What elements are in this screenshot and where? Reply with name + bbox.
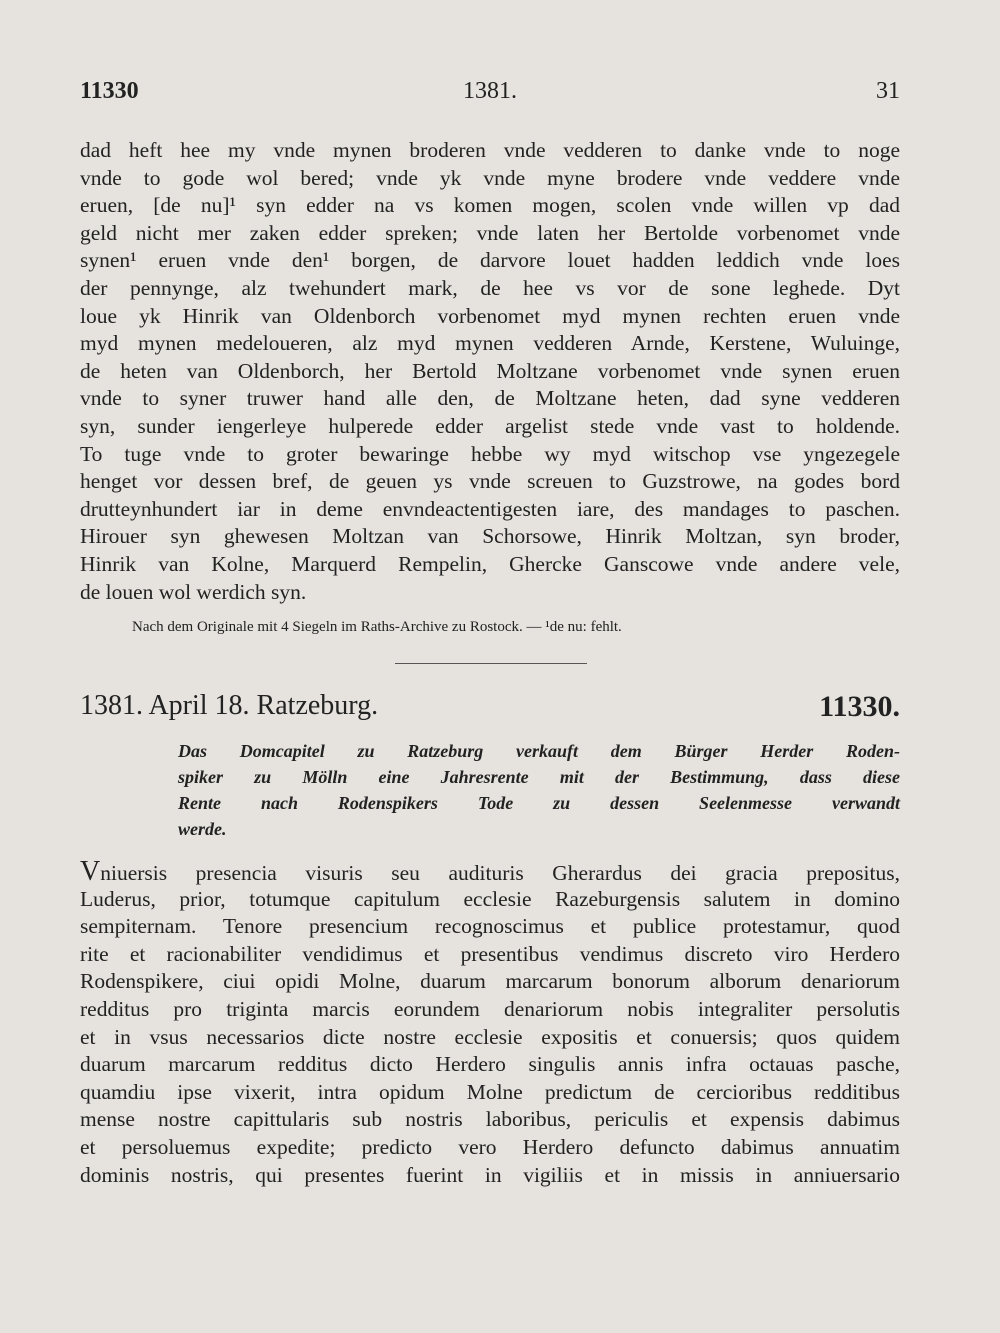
text-line: mense nostre capittularis sub nostris laboribus, periculis et expensis dabimus — [80, 1107, 900, 1132]
text-line: dominis nostris, qui presentes fuerint in vigiliis et in missis in anniuersario — [80, 1162, 900, 1187]
text-line: sempiternam. Tenore presencium recognoscimus et publice protestamur, quod — [80, 914, 900, 939]
text-line: To tuge vnde to groter bewaringe hebbe wy myd witschop vse yngezegele — [80, 441, 900, 466]
continued-text — [80, 137, 900, 606]
text-line: synen¹ eruen vnde den¹ borgen, de darvore louet hadden leddich vnde loes — [80, 248, 900, 273]
text-line: rite et racionabiliter vendidimus et presentibus vendimus discreto viro Herdero — [80, 941, 900, 966]
text-line: niuersis presencia visuris seu audituris Gherardus dei gracia prepositus, — [100, 861, 900, 885]
drop-cap: V — [80, 856, 101, 887]
summary-line: Das Domcapitel zu Ratzeburg verkauft dem Bürger Herder Roden- — [178, 741, 900, 761]
document-heading — [80, 690, 900, 730]
page-header — [80, 78, 900, 110]
document-text — [80, 858, 900, 1189]
text-line: quamdiu ipse vixerit, intra opidum Molne predictum de cercioribus redditibus — [80, 1079, 900, 1104]
text-line: eruen, [de nu]¹ syn edder na vs komen mogen, scolen vnde willen vp dad — [80, 193, 900, 218]
text-line: Hirouer syn ghewesen Moltzan van Schorsowe, Hinrik Moltzan, syn broder, — [80, 524, 900, 549]
text-line: geld nicht mer zaken edder spreken; vnde laten her Bertolde vorbenomet vnde — [80, 220, 900, 245]
text-line: de heten van Oldenborch, her Bertold Moltzane vorbenomet vnde synen eruen — [80, 358, 900, 383]
text-line: drutteynhundert iar in deme envndeactentigesten iare, des mandages to paschen. — [80, 496, 900, 521]
header-year: 1381. — [463, 78, 517, 104]
text-line-first — [80, 858, 900, 886]
text-line: et persoluemus expedite; predicto vero Herdero defuncto dabimus annuatim — [80, 1134, 900, 1159]
summary-line: spiker zu Mölln eine Jahresrente mit der Bestimmung, dass diese — [178, 767, 900, 787]
text-line: loue yk Hinrik van Oldenborch vorbenomet myd mynen rechten eruen vnde — [80, 303, 900, 328]
document-summary — [178, 738, 900, 842]
text-line: myd mynen medeloueren, alz myd mynen vedderen Arnde, Kerstene, Wuluinge, — [80, 331, 900, 356]
header-page-number: 31 — [876, 78, 900, 104]
source-footnote: Nach dem Originale mit 4 Siegeln im Raths-Archive zu Rostock. — ¹de nu: fehlt. — [132, 619, 622, 635]
text-line: redditus pro triginta marcis eorundem denariorum nobis integraliter persolutis — [80, 996, 900, 1021]
text-line: Hinrik van Kolne, Marquerd Rempelin, Ghercke Ganscowe vnde andere vele, — [80, 551, 900, 576]
text-line: dad heft hee my vnde mynen broderen vnde vedderen to danke vnde to noge — [80, 138, 900, 162]
text-line: Rodenspikere, ciui opidi Molne, duarum marcarum bonorum alborum denariorum — [80, 969, 900, 994]
document-date-place: 1381. April 18. Ratzeburg. — [80, 690, 379, 721]
text-line: syn, sunder iengerleye hulperede edder argelist stede vnde vast to holdende. — [80, 413, 900, 438]
document-number: 11330. — [819, 690, 900, 723]
header-doc-number: 11330 — [80, 78, 139, 104]
section-divider — [395, 663, 587, 664]
summary-line: Rente nach Rodenspikers Tode zu dessen Seelenmesse verwandt — [178, 793, 900, 813]
text-line: duarum marcarum redditus dicto Herdero singulis annis infra octauas pasche, — [80, 1052, 900, 1077]
text-line: vnde to gode wol bered; vnde yk vnde myne brodere vnde veddere vnde — [80, 165, 900, 190]
text-line: Luderus, prior, totumque capitulum ecclesie Razeburgensis salutem in domino — [80, 886, 900, 911]
text-line: vnde to syner truwer hand alle den, de Moltzane heten, dad syne vedderen — [80, 386, 900, 411]
text-line: henget vor dessen bref, de geuen ys vnde screuen to Guzstrowe, na godes bord — [80, 469, 900, 494]
summary-line: werde. — [178, 819, 227, 839]
text-line: et in vsus necessarios dicte nostre ecclesie expositis et conuersis; quos quidem — [80, 1024, 900, 1049]
text-line: der pennynge, alz twehundert mark, de hee vs vor de sone leghede. Dyt — [80, 275, 900, 300]
text-line: de louen wol werdich syn. — [80, 579, 307, 604]
